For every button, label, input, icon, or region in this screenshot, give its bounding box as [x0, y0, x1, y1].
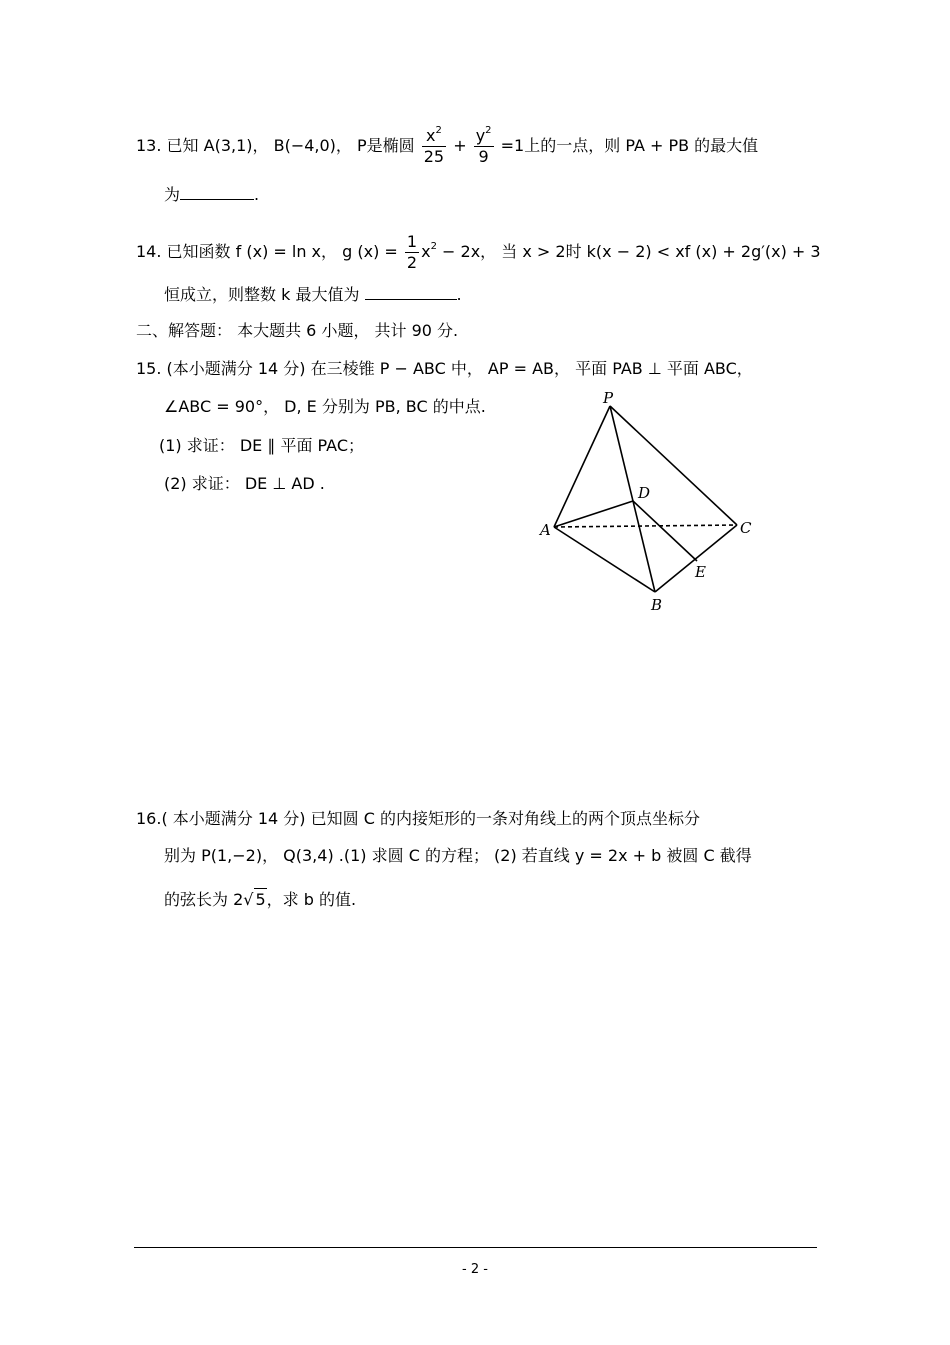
question-13-number: 13. [136, 136, 162, 155]
plus-sign: + [453, 136, 467, 155]
fraction-one-half [405, 232, 419, 273]
answer-blank [180, 185, 254, 200]
question-13-text-pre: 已知 A(3,1)， B(−4,0)， P是椭圆 [166, 136, 415, 155]
label-D: D [638, 484, 651, 502]
sqrt-radicand: 5 [255, 890, 266, 909]
edge-PC [610, 406, 737, 525]
question-13-text-post: =1上的一点，则 PA + PB 的最大值 [500, 136, 759, 155]
fraction-y2-over-9: $\frac{y^2}{9}$ [475, 125, 492, 166]
edge-AB [554, 527, 655, 592]
fraction-denominator: 9 [478, 147, 489, 166]
footer-divider [134, 1247, 817, 1248]
tetrahedron-figure [530, 385, 760, 615]
label-E: E [695, 563, 706, 581]
question-15-sub1: (1) 求证： DE ∥ 平面 PAC； [159, 436, 364, 455]
fraction-denominator: 2 [406, 253, 418, 272]
label-A: A [540, 521, 551, 539]
question-16-line2: 别为 P(1,−2)， Q(3,4) .(1) 求圆 C 的方程； (2) 若直线 y = 2x + b 被圆 C 截得 [164, 846, 752, 865]
question-16-line1: 16.( 本小题满分 14 分) 已知圆 C 的内接矩形的一条对角线上的两个顶点坐标分 [136, 809, 700, 828]
question-15-line2: ∠ABC = 90°， D, E 分别为 PB, BC 的中点. [164, 397, 486, 416]
question-16-line3: 的弦长为 2√ 5，求 b 的值. [164, 890, 357, 909]
edge-BC [655, 525, 737, 592]
segment-DE [633, 501, 697, 561]
edge-AC-hidden [554, 525, 737, 527]
fraction-numerator: y [475, 126, 486, 145]
edge-PA [554, 406, 610, 527]
question-15-line1: 15. (本小题满分 14 分) 在三棱锥 P − ABC 中， AP = AB， 平面 PAB ⊥ 平面 ABC， [136, 359, 753, 378]
question-14-text-pre: 已知函数 f (x) = ln x， g (x) = [166, 242, 398, 261]
question-13-line2: 为 . [164, 185, 260, 204]
fraction-numerator: x [426, 126, 436, 145]
segment-AD [554, 501, 633, 527]
fraction-x2-over-25: $\frac{x^2}{25}$ [423, 125, 445, 166]
question-15-sub2: (2) 求证： DE ⊥ AD . [164, 474, 325, 493]
question-14: 14. 已知函数 f (x) = ln x， g (x) = $\frac{1}{2}$ $x^2 - 2x$， 当 x > 2时 k(x − 2) < xf (x) + 2g′(x) + 3 [136, 232, 821, 272]
fraction-numerator: 1 [406, 232, 418, 251]
question-14-text-post: − 2x， 当 x > 2时 k(x − 2) < xf (x) + 2g′(x) + 3 [436, 242, 821, 261]
section-heading: 二、解答题： 本大题共 6 小题， 共计 90 分. [136, 321, 459, 340]
question-14-line2: 恒成立，则整数 k 最大值为 . [164, 285, 462, 304]
sqrt-symbol: √ [243, 890, 254, 909]
question-13 [136, 126, 758, 167]
answer-blank [365, 285, 457, 300]
label-B: B [651, 596, 663, 614]
question-14-number: 14. [136, 242, 162, 261]
fraction-denominator: 25 [423, 147, 445, 166]
label-P: P [603, 389, 614, 407]
page-number: - 2 - [462, 1262, 488, 1277]
label-C: C [740, 519, 752, 537]
